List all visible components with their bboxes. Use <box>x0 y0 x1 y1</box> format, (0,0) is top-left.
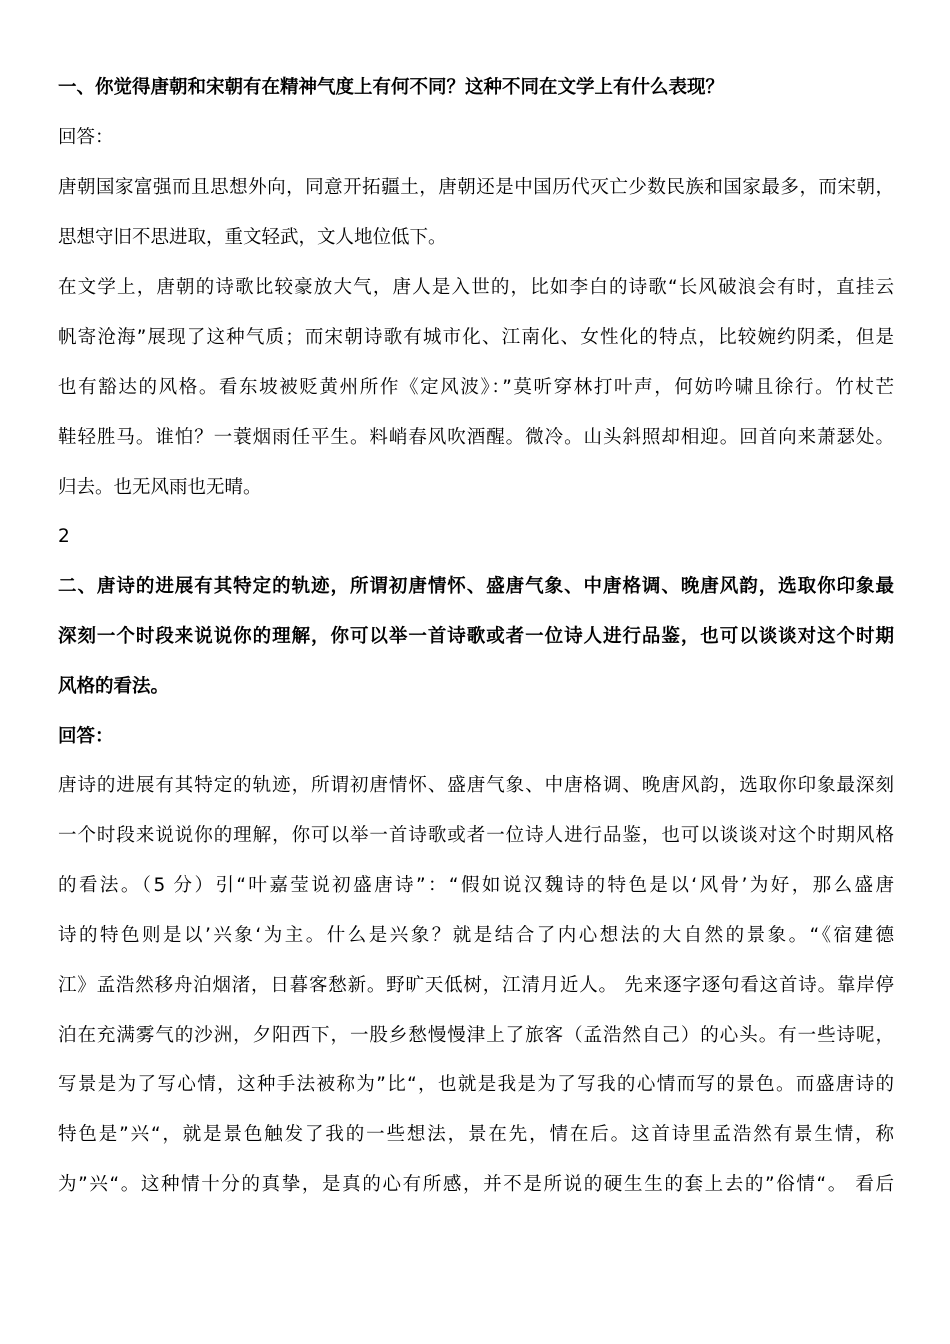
answer-two-paragraph-line: 的看法。（5 分）引“叶嘉莹说初盛唐诗”：“假如说汉魏诗的特色是以‘风骨’为好，那么盛唐 <box>58 875 894 896</box>
answer-two-paragraph-line: 诗的特色则是以’兴象‘为主。什么是兴象？就是结合了内心想法的大自然的景象。“《宿建德 <box>58 925 894 946</box>
answer-two-paragraph-line: 唐诗的进展有其特定的轨迹，所谓初唐情怀、盛唐气象、中唐格调、晚唐风韵，选取你印象最深刻 <box>58 775 894 796</box>
answer-one-literature-line: 也有豁达的风格。看东坡被贬黄州所作《定风波》：”莫听穿林打叶声，何妨吟啸且徐行。竹杖芒 <box>58 377 894 398</box>
question-two-heading: 深刻一个时段来说说你的理解，你可以举一首诗歌或者一位诗人进行品鉴，也可以谈谈对这个时期 <box>58 626 894 647</box>
answer-two-paragraph-line: 一个时段来说说你的理解，你可以举一首诗歌或者一位诗人进行品鉴，也可以谈谈对这个时期风格 <box>58 825 894 846</box>
answer-two-paragraph-line: 泊在充满雾气的沙洲，夕阳西下，一股乡愁慢慢津上了旅客（孟浩然自己）的心头。有一些诗呢， <box>58 1025 894 1046</box>
answer-two-paragraph-line: 写景是为了写心情，这种手法被称为”比“，也就是我是为了写我的心情而写的景色。而盛唐诗的 <box>58 1074 894 1095</box>
question-two-heading: 二、唐诗的进展有其特定的轨迹，所谓初唐情怀、盛唐气象、中唐格调、晚唐风韵，选取你印象最 <box>58 576 894 597</box>
question-one-heading: 一、你觉得唐朝和宋朝有在精神气度上有何不同？这种不同在文学上有什么表现？ <box>58 77 725 98</box>
answer-label: 回答： <box>58 127 114 148</box>
answer-one-paragraph-line: 思想守旧不思进取，重文轻武，文人地位低下。 <box>58 227 447 248</box>
answer-one-paragraph-line: 唐朝国家富强而且思想外向，同意开拓疆土，唐朝还是中国历代灭亡少数民族和国家最多，而宋朝， <box>58 177 894 198</box>
answer-one-literature-line: 在文学上，唐朝的诗歌比较豪放大气，唐人是入世的，比如李白的诗歌“长风破浪会有时，直挂云 <box>58 277 894 298</box>
answer-two-paragraph-line: 江》孟浩然移舟泊烟渚，日暮客愁新。野旷天低树，江清月近人。 先来逐字逐句看这首诗。靠岸停 <box>58 975 894 996</box>
section-number: 2 <box>58 526 70 547</box>
answer-one-literature-line: 鞋轻胜马。谁怕？一蓑烟雨任平生。料峭春风吹酒醒。微冷。山头斜照却相迎。回首向来萧瑟处。 <box>58 427 894 448</box>
answer-one-literature-line: 归去。也无风雨也无晴。 <box>58 477 262 498</box>
answer-label: 回答： <box>58 726 114 747</box>
answer-two-paragraph-line: 为”兴“。这种情十分的真挚，是真的心有所感，并不是所说的硬生生的套上去的”俗情“。 看后 <box>58 1174 894 1195</box>
answer-two-paragraph-line: 特色是”兴“，就是景色触发了我的一些想法，景在先，情在后。这首诗里孟浩然有景生情，称 <box>58 1124 894 1145</box>
question-two-heading: 风格的看法。 <box>58 676 170 697</box>
answer-one-literature-line: 帆寄沧海”展现了这种气质；而宋朝诗歌有城市化、江南化、女性化的特点，比较婉约阴柔，但是 <box>58 327 894 348</box>
